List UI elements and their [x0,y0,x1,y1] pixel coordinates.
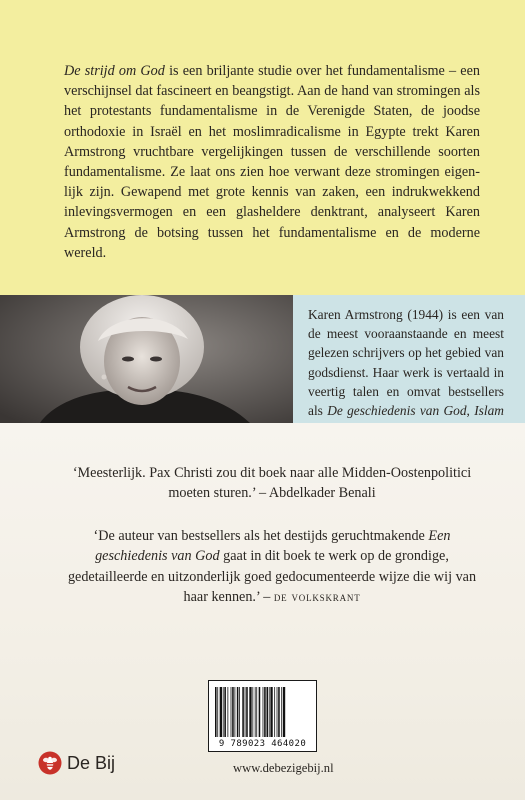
barcode-bar [227,687,228,737]
barcode-bar [256,687,257,737]
barcode-bar [252,687,253,737]
barcode-bar [215,687,217,737]
barcode-bar [237,687,239,737]
author-photo [0,295,293,423]
isbn-barcode [208,680,317,752]
barcode-bar [242,687,244,737]
barcode-bar [263,687,264,737]
barcode-bar [283,687,285,737]
book-title: De strijd om God [64,63,165,79]
review-quote: ‘De auteur van bestsellers als het destijds geruchtmakende Een geschiedenis van God gaat in dit boek te werk op de grondige, gedetailleerde en uitzonderlijk goed gedocumenteerde wijze die wij van haar kennen.’ – de volkskrant [67,528,477,606]
barcode-bar [239,687,240,737]
barcode-bar [264,687,266,737]
book-reference: De geschiedenis van God [327,403,467,419]
barcode-bar [232,687,234,737]
barcode-bar [235,687,236,737]
barcode-bar [255,687,256,737]
barcode-bar [223,687,224,737]
barcode-bar [245,687,246,737]
isbn-number: 9 789023 464020 [218,739,307,749]
barcode-bar [270,687,272,737]
barcode-bar [224,687,226,737]
barcode-bar [231,687,232,737]
author-portrait-image [0,295,293,423]
barcode-bar [249,687,251,737]
barcode-bar [259,687,261,737]
barcode-bar [246,687,248,737]
book-reference: Islam [474,403,504,419]
barcode-bar [274,687,275,737]
barcode-bar [266,687,268,737]
barcode-bars [215,687,310,737]
review-quote: ‘Meesterlijk. Pax Christi zou dit boek naar alle Midden-Oostenpolitici moeten sturen.’ – Abdelkader Benali [72,465,472,502]
barcode-bar [281,687,282,737]
bee-logo-icon [38,751,62,775]
barcode-bar [220,687,222,737]
blurb-body: is een briljante studie over het fundamentalisme – een verschijnsel dat fascineert en beangstigt. Aan de hand van stromingen als het protestants fundamentalisme in de Verenigde Staten, de joodse orthodoxie in Israël en het moslimradicalisme in Egypte trekt Karen Armstrong vruchtbare vergelijkingen tussen de verschillende soorten fundamentalisme. Ze laat ons zien hoe verwant deze stromingen eigen-lijk zijn. Gewapend met grote kennis van zaken, een indrukwekkend inlevingsvermogen en een glasheldere denktrant, analyseert Karen Armstrong de botsing tussen het fundamentalisme en de moderne wereld. [64,63,480,261]
publisher-website: www.debezigebij.nl [233,761,334,775]
barcode-bar [269,687,270,737]
barcode-bar [277,687,278,737]
publisher-name: De Bij [67,753,116,773]
review-source: de volkskrant [273,589,361,605]
book-reference: Een geschiedenis van God [95,528,451,565]
author-bio: Karen Armstrong (1944) is een van de meest vooraanstaande en meest gelezen schrijvers op het gebied van godsdienst. Haar werk is vertaald in veertig talen en omvat bestsellers als De geschiedenis van God, Islam [308,305,504,439]
barcode-bar [278,687,280,737]
blurb-text [64,61,480,263]
barcode-bar [217,687,218,737]
